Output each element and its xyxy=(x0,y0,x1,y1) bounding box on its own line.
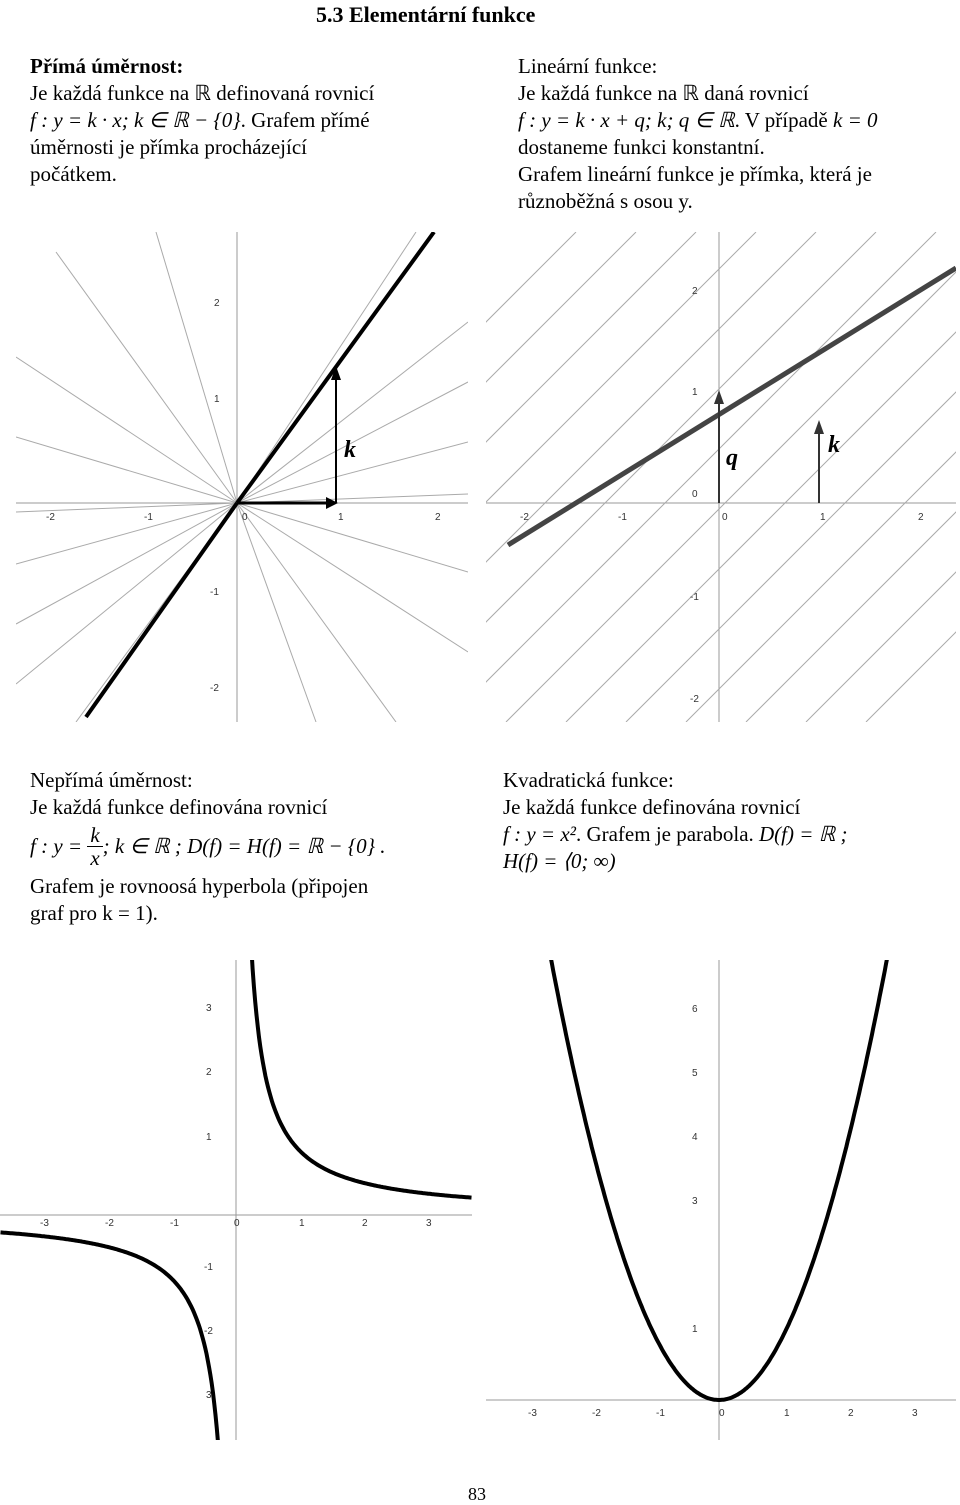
hyperbola-branch-positive xyxy=(251,960,471,1198)
y-tick: 3 xyxy=(206,1003,212,1014)
kvadraticka-heading: Kvadratická funkce: xyxy=(503,768,674,792)
frac-den: x xyxy=(90,845,100,870)
y-tick: 1 xyxy=(206,1132,212,1143)
y-tick: -2 xyxy=(204,1326,213,1337)
x-tick: -2 xyxy=(520,512,529,523)
y-tick: -1 xyxy=(210,587,219,598)
x-tick: 2 xyxy=(435,512,441,523)
kvadraticka-text-block xyxy=(503,767,848,875)
neprima-text-block xyxy=(30,767,386,927)
x-tick: 1 xyxy=(338,512,344,523)
x-tick: -1 xyxy=(656,1408,665,1419)
y-tick: 1 xyxy=(692,387,698,398)
linearni-line5: různoběžná s osou y. xyxy=(518,189,693,213)
y-tick: -2 xyxy=(210,683,219,694)
kvadraticka-line2-tail: . Grafem je parabola. xyxy=(575,822,754,846)
y-tick: -2 xyxy=(690,694,699,705)
linearni-line1: Je každá funkce na ℝ daná rovnicí xyxy=(518,81,809,105)
x-tick: -3 xyxy=(40,1218,49,1229)
x-tick: -2 xyxy=(592,1408,601,1419)
x-tick: -3 xyxy=(528,1408,537,1419)
x-tick-labels xyxy=(520,512,924,523)
prima-line3: úměrnosti je přímka procházející xyxy=(30,135,307,159)
graph-parabola xyxy=(486,960,956,1440)
prima-line4: počátkem. xyxy=(30,162,117,186)
k-label: k xyxy=(344,437,356,463)
linearni-line2-tail: . V případě xyxy=(734,108,828,132)
neprima-heading: Nepřímá úměrnost: xyxy=(30,768,193,792)
parabola-curve xyxy=(549,960,887,1400)
prima-line2-tail: . Grafem přímé xyxy=(240,108,370,132)
x-tick: 2 xyxy=(918,512,924,523)
x-tick: -1 xyxy=(618,512,627,523)
x-tick: 1 xyxy=(784,1408,790,1419)
frac-num: k xyxy=(87,824,102,847)
linearni-text-block xyxy=(518,53,878,215)
y-tick: 2 xyxy=(206,1067,212,1078)
page-title: 5.3 Elementární funkce xyxy=(316,2,536,27)
y-tick: 3 xyxy=(692,1196,698,1207)
neprima-f-prefix: f : y = xyxy=(30,834,83,858)
neprima-formula-tail: ; k ∈ ℝ ; D(f) = H(f) = ℝ − {0} . xyxy=(102,834,386,858)
x-tick-labels xyxy=(46,512,441,523)
neprima-fraction xyxy=(87,824,102,869)
prima-line1: Je každá funkce na ℝ definovaná rovnicí xyxy=(30,81,375,105)
prima-heading: Přímá úměrnost: xyxy=(30,54,184,78)
x-tick: 1 xyxy=(820,512,826,523)
y-tick: 0 xyxy=(692,489,698,500)
x-tick: -2 xyxy=(105,1218,114,1229)
y-tick: -1 xyxy=(690,592,699,603)
graph-hyperbola xyxy=(0,960,472,1440)
y-tick: 5 xyxy=(692,1068,698,1079)
neprima-line1: Je každá funkce definována rovnicí xyxy=(30,795,328,819)
y-tick: -1 xyxy=(204,1262,213,1273)
prima-text-block xyxy=(30,53,374,188)
x-tick: 0 xyxy=(722,512,728,523)
x-tick: 1 xyxy=(299,1218,305,1229)
x-tick: 2 xyxy=(362,1218,368,1229)
y-tick-labels xyxy=(690,286,699,705)
graph-linearni xyxy=(486,232,956,722)
x-tick: 0 xyxy=(234,1218,240,1229)
x-tick: -2 xyxy=(46,512,55,523)
y-tick: 2 xyxy=(692,286,698,297)
linearni-formula: f : y = k · x + q; k; q ∈ ℝ xyxy=(518,108,735,132)
q-label: q xyxy=(726,445,738,471)
page-number: 83 xyxy=(468,1484,486,1504)
x-tick: 0 xyxy=(719,1408,725,1419)
neprima-line3: Grafem je rovnoosá hyperbola (připojen xyxy=(30,873,369,898)
y-tick-labels xyxy=(692,1004,698,1335)
linearni-line4: Grafem lineární funkce je přímka, která je xyxy=(518,162,872,186)
hyperbola-branch-negative xyxy=(1,1232,221,1440)
y-tick: 1 xyxy=(692,1324,698,1335)
x-tick-labels xyxy=(40,1218,432,1229)
x-tick: -1 xyxy=(144,512,153,523)
kvadraticka-formula: f : y = x² xyxy=(503,822,576,846)
line-bundle xyxy=(16,232,468,722)
linearni-heading: Lineární funkce: xyxy=(518,54,658,78)
y-tick: 1 xyxy=(214,394,220,405)
neprima-line4: graf pro k = 1). xyxy=(30,900,158,925)
y-tick: 3 xyxy=(206,1390,212,1401)
k-label: k xyxy=(828,432,840,458)
x-tick: -1 xyxy=(170,1218,179,1229)
y-tick: 4 xyxy=(692,1132,698,1143)
graph-prima xyxy=(16,232,468,722)
y-tick: 2 xyxy=(214,298,220,309)
linearni-line3: dostaneme funkci konstantní. xyxy=(518,135,765,159)
k-arrow-head xyxy=(814,420,824,434)
prima-formula: f : y = k · x; k ∈ ℝ − {0} xyxy=(30,108,241,132)
kvadraticka-domain: D(f) = ℝ ; xyxy=(759,822,848,846)
x-tick: 0 xyxy=(242,512,248,523)
kvadraticka-range: H(f) = ⟨0; ∞) xyxy=(503,849,616,873)
x-tick-labels xyxy=(528,1408,918,1419)
x-tick: 2 xyxy=(848,1408,854,1419)
y-tick: 6 xyxy=(692,1004,698,1015)
parallel-lines xyxy=(486,232,956,722)
x-tick: 3 xyxy=(426,1218,432,1229)
kvadraticka-line1: Je každá funkce definována rovnicí xyxy=(503,795,801,819)
linearni-k-zero: k = 0 xyxy=(833,108,878,132)
x-tick: 3 xyxy=(912,1408,918,1419)
